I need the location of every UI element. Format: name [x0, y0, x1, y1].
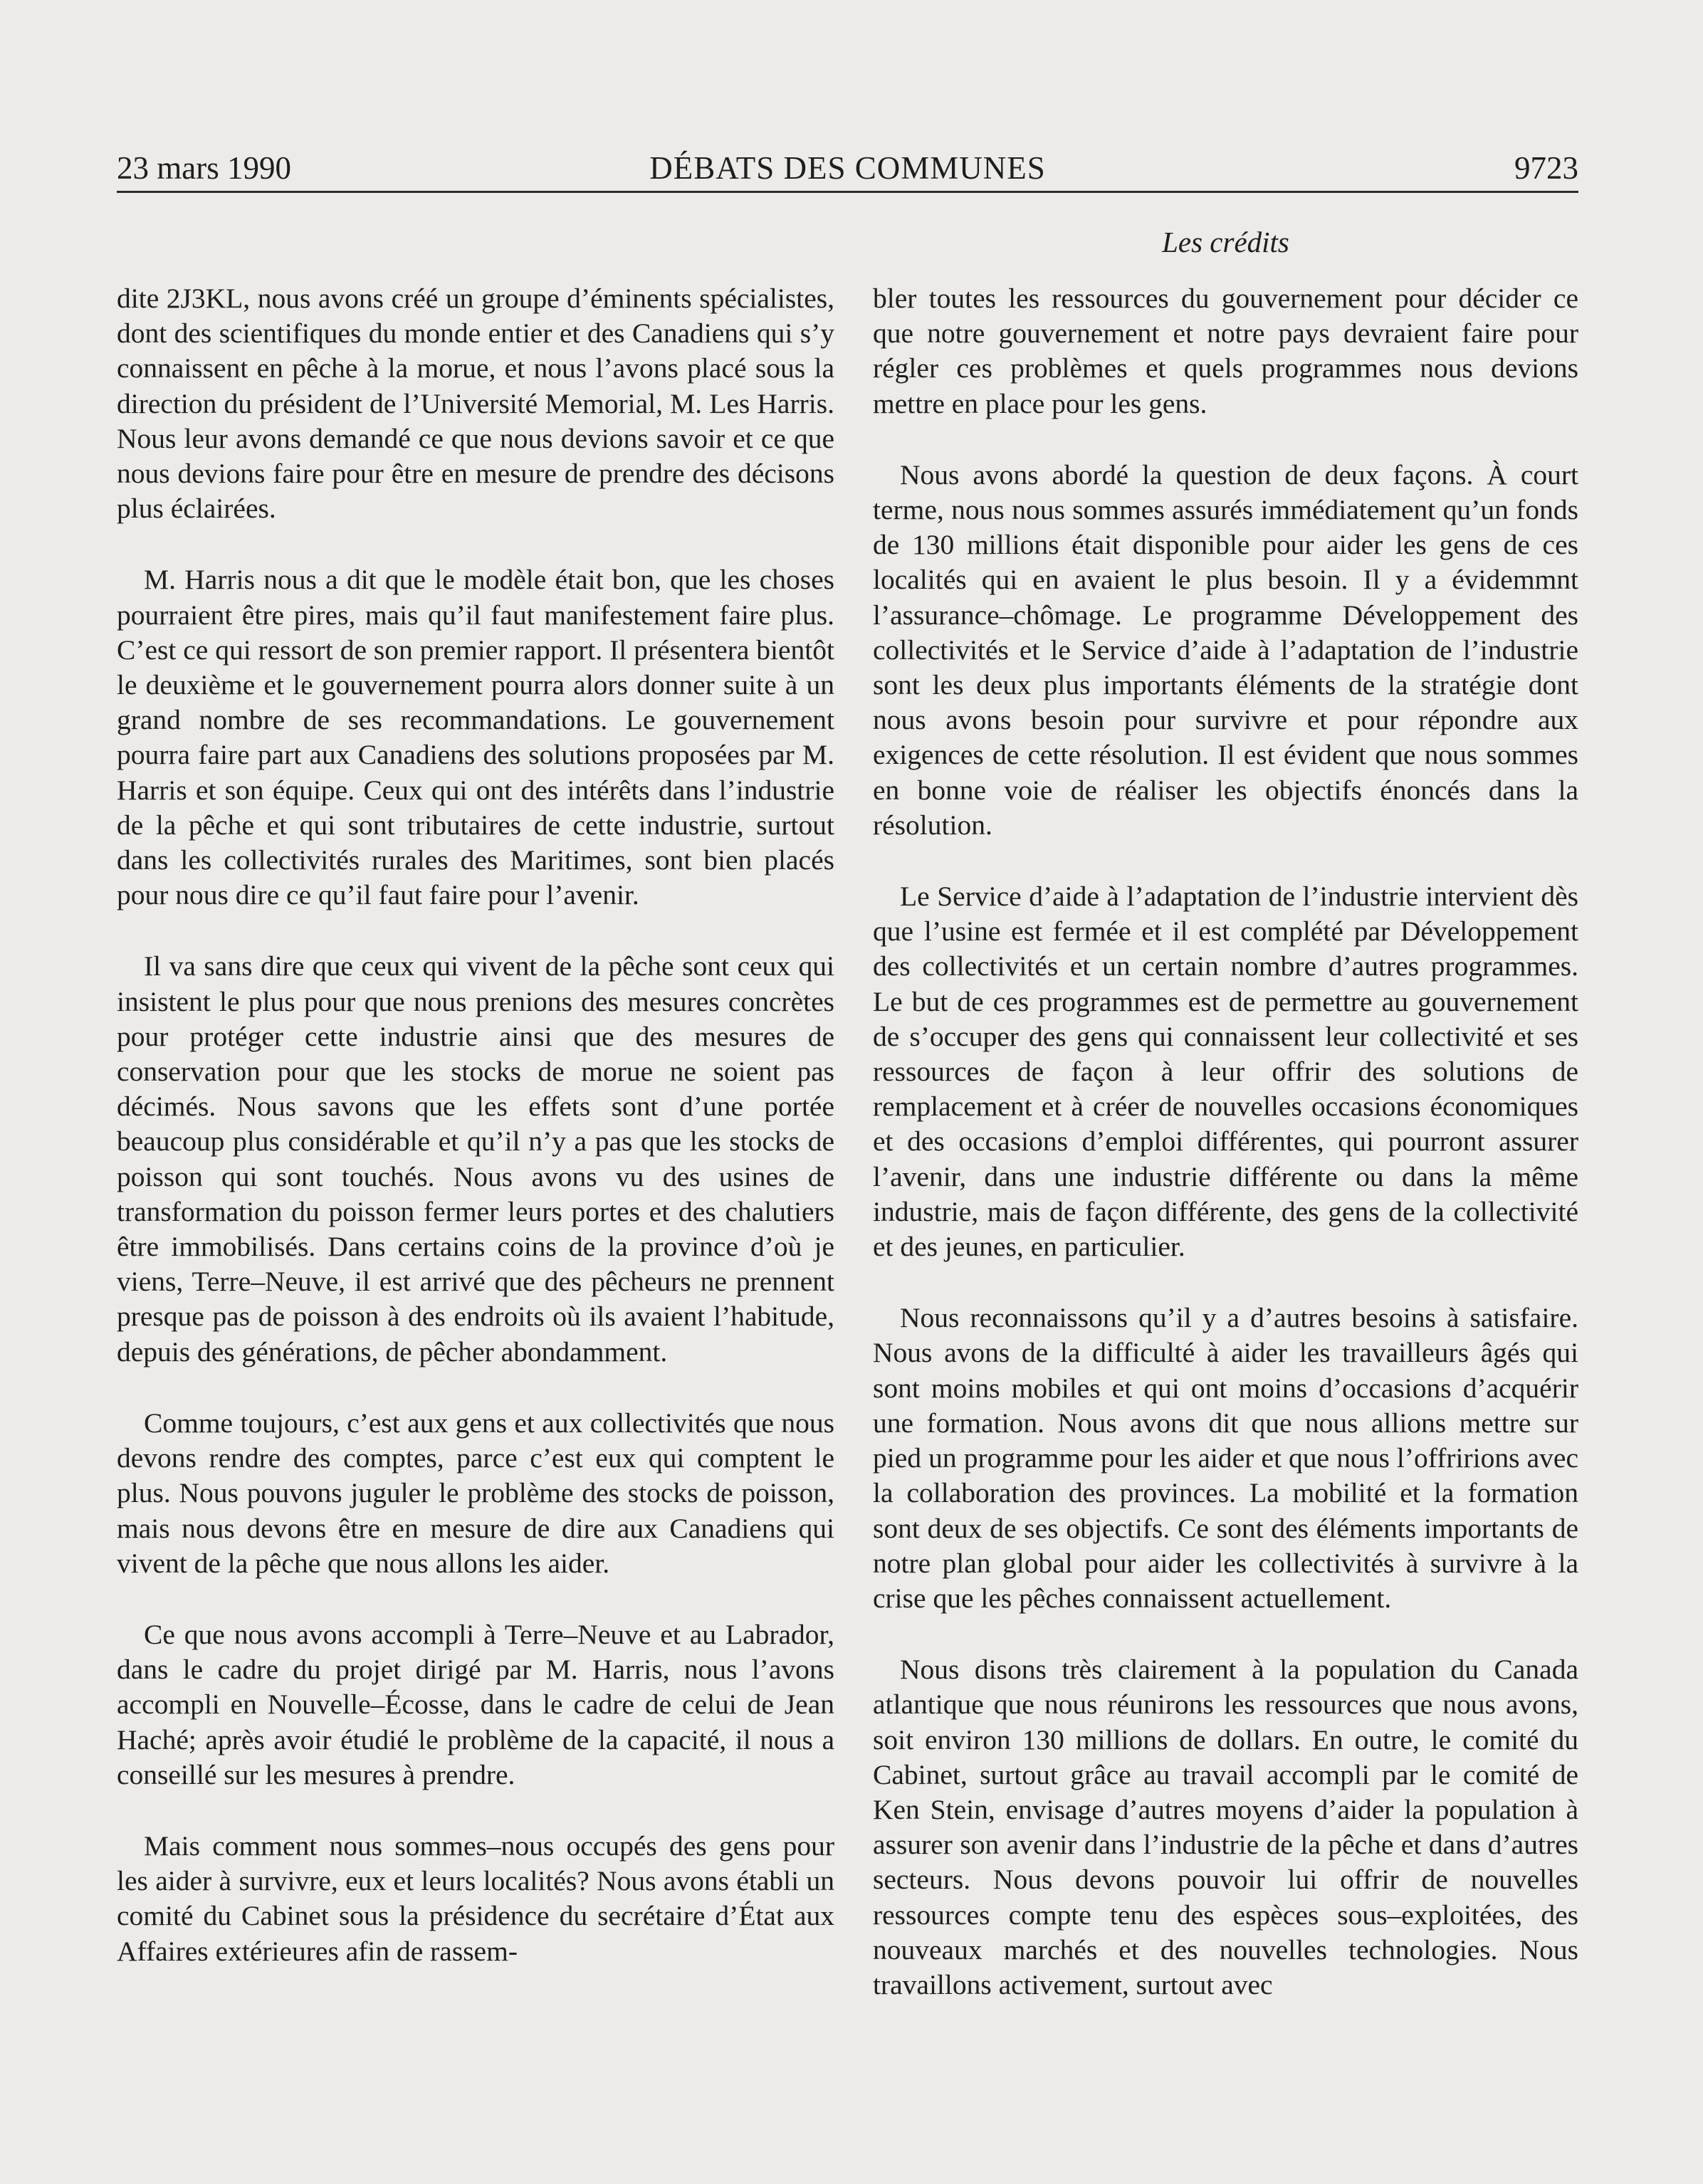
section-title: Les crédits: [1162, 226, 1289, 258]
paragraph: M. Harris nous a dit que le modèle était bon, que les choses pourraient être pires, mais qu’il faut manifestement faire plus. C’est ce qui ressort de son premier rapport. Il présentera bientôt le deuxième et le gouvernement pourra alors donner suite à un grand nombre de ses recommandations. Le gouvernement pourra faire part aux Canadiens des solutions proposées par M. Harris et son équipe. Ceux qui ont des intérêts dans l’industrie de la pêche et qui sont tributaires de cette industrie, surtout dans les collectivités rurales des Maritimes, sont bien placés pour nous dire ce qu’il faut faire pour l’avenir.: [117, 564, 835, 911]
paragraph: Il va sans dire que ceux qui vivent de la pêche sont ceux qui insistent le plus pour que nous prenions des mesures concrètes pour protéger cette industrie ainsi que des mesures de conservation pour que les stocks de morue ne soient pas décimés. Nous savons que les effets sont d’une portée beaucoup plus considérable et qu’il n’y a pas que les stocks de poisson qui sont touchés. Nous avons vu des usines de transformation du poisson fermer leurs portes et des chalutiers être immobilisés. Dans certains coins de la province d’où je viens, Terre–Neuve, il est arrivé que des pêcheurs ne prennent presque pas de poisson à des endroits où ils avaient l’habitude, depuis des générations, de pêcher abondamment.: [117, 950, 834, 1367]
paragraph: Nous reconnaissons qu’il y a d’autres besoins à satisfaire. Nous avons de la difficulté à aider les travailleurs âgés qui sont moins mobiles et qui ont moins d’occasions d’acquérir une formation. Nous avons dit que nous allions mettre sur pied un programme pour les aider et que nous l’offririons avec la collaboration des provinces. La mobilité et la formation sont deux de ses objectifs. Ce sont des éléments importants de notre plan global pour aider les collectivités à survivre à la crise que les pêches connaissent actuellement.: [873, 1302, 1578, 1614]
left-column: [117, 281, 834, 1969]
right-column: [873, 281, 1578, 2002]
header-rule: [117, 191, 1578, 193]
paragraph: Le Service d’aide à l’adaptation de l’industrie intervient dès que l’usine est fermée et il est complété par Développement des collectivités et un certain nombre d’autres programmes. Le but de ces programmes est de permettre au gouvernement de s’occuper des gens qui connaissent leur collectivité et ses ressources de façon à leur offrir des solutions de remplacement et à créer de nouvelles occasions économiques et des occasions d’emploi différentes, qui pourront assurer l’avenir, dans une industrie différente ou dans la même industrie, mais de façon différente, des gens de la collectivité et des jeunes, en particulier.: [873, 881, 1578, 1263]
page-header: [117, 147, 1578, 189]
page-number: 9723: [1514, 150, 1578, 186]
paragraph: Comme toujours, c’est aux gens et aux collectivités que nous devons rendre des comptes, parce c’est eux qui comptent le plus. Nous pouvons juguler le problème des stocks de poisson, mais nous devons être en mesure de dire aux Canadiens qui vivent de la pêche que nous allons les aider.: [117, 1407, 834, 1579]
paragraph: dite 2J3KL, nous avons créé un groupe d’éminents spécialistes, dont des scientifiques du monde entier et des Canadiens qui s’y connaissent en pêche à la morue, et nous l’avons placé sous la direction du président de l’Université Memorial, M. Les Harris. Nous leur avons demandé ce que nous devions savoir et ce que nous devions faire pour être en mesure de prendre des décisons plus éclairées.: [117, 283, 834, 525]
paragraph: Ce que nous avons accompli à Terre–Neuve et au Labrador, dans le cadre du projet dirigé par M. Harris, nous l’avons accompli en Nouvelle–Écosse, dans le cadre de celui de Jean Haché; après avoir étudié le problème de la capacité, il nous a conseillé sur les mesures à prendre.: [117, 1618, 834, 1790]
paragraph: Nous avons abordé la question de deux façons. À court terme, nous nous sommes assurés immédiatement qu’un fonds de 130 millions était disponible pour aider les gens de ces localités qui en avaient le plus besoin. Il y a évidemmnt l’assurance–chômage. Le programme Développement des collectivités et le Service d’aide à l’adaptation de l’industrie sont les deux plus importants éléments de la stratégie dont nous avons besoin pour survivre et pour répondre aux exigences de cette résolution. Il est évident que nous sommes en bonne voie de réaliser les objectifs énoncés dans la résolution.: [873, 458, 1578, 841]
paragraph: Nous disons très clairement à la population du Canada atlantique que nous réunirons les ressources que nous avons, soit environ 130 millions de dollars. En outre, le comité du Cabinet, surtout grâce au travail accompli par le comité de Ken Stein, envisage d’autres moyens d’aider la population à assurer son avenir dans l’industrie de la pêche et dans d’autres secteurs. Nous devons pouvoir lui offrir de nouvelles ressources compte tenu des espèces sous–exploitées, des nouveaux marchés et des nouvelles technologies. Nous travaillons activement, surtout avec: [873, 1654, 1578, 2000]
paragraph: bler toutes les ressources du gouvernement pour décider ce que notre gouvernement et notre pays devraient faire pour régler ces problèmes et quels programmes nous devions mettre en place pour les gens.: [873, 283, 1578, 419]
header-title: DÉBATS DES COMMUNES: [649, 150, 1046, 186]
paragraph: Mais comment nous sommes–nous occupés des gens pour les aider à survivre, eux et leurs localités? Nous avons établi un comité du Cabinet sous la présidence du secrétaire d’État aux Affaires extérieures afin de rassem-: [117, 1829, 834, 1967]
header-date: 23 mars 1990: [117, 150, 291, 186]
